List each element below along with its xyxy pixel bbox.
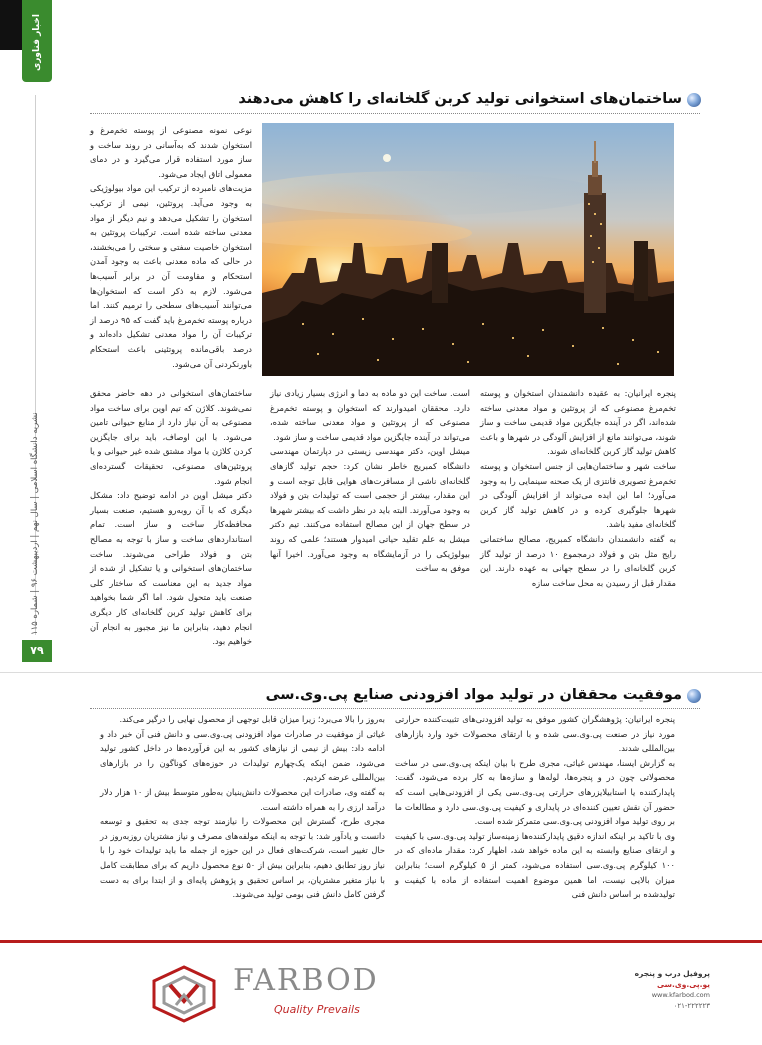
article1-column-1 <box>480 386 676 636</box>
brand-name: FARBOD <box>233 963 379 998</box>
paragraph: دکتر میشل اوین در ادامه توضیح داد: مشکل دیگری که با آن روبه‌رو هستیم، صنعت بسیار محافظه‌کار ساخت و ساز است. تمام استانداردهای ساخت و ساز با توجه به مصالح بتن و فولاد طراحی می‌شوند. ساخت ساختمان‌های استخوانی و یا تشکیل از شده از مواد جدید به این معناست که ساختار کلی صنعت باید متحول شود. اما اگر شما بخواهید برای کاهش تولید کربن گلخانه‌ای کار دیگری انجام دهید، بنابراین ما نیز مجبور به انجام آن خواهیم بود. <box>90 490 252 647</box>
ad-contact-block <box>622 968 710 1012</box>
section-label: اخبار فناوری <box>32 14 42 72</box>
paragraph: به‌روز را بالا می‌برد؛ زیرا میزان قابل توجهی از محصول نهایی را درگیر می‌کند. <box>119 714 385 724</box>
skyline-illustration <box>262 123 674 376</box>
paragraph: مجری طرح، گسترش این محصولات را نیازمند توجه جدی به تحقیق و توسعه دانست و یادآور شد: با توجه به اینکه مولفه‌های مصرف و نیاز مشتریان روزبه‌روز در حال تغییر است، شرکت‌های فعال در این حوزه از جمله ما باید تولیدات خود را با نیاز روز تطابق دهیم، بنابراین بیش از ۵۰ نوع محصول داریم که برای مطابقت کامل با نیاز متغیر مشتریان، بر اساس تحقیق و پژوهش پایه‌ای و از ابتدا برای به دست گرفتن کامل دانش فنی بومی تولید می‌شوند. <box>100 816 385 900</box>
paragraph: مزیت‌های نامبرده از ترکیب این مواد بیولوژیکی به وجود می‌آید. پروتئین، نیمی از ترکیب استخوان را تشکیل می‌دهد و نیم دیگر از مواد معدنی ساخته شده است. ترکیبات پروتئین به استخوان خاصیت سفتی و سختی را می‌بخشند، در حالی که ماده معدنی باعث به وجود آمدن استحکام و مقاومت آن در برابر آسیب‌ها می‌شود. لازم به ذکر است که استخوان‌ها می‌توانند آسیب‌های سطحی را ترمیم کنند. اما درباره پوسته تخم‌مرغ باید گفت که ۹۵ درصد از ترکیبات آن را مواد معدنی تشکیل داده‌اند و درصد باقی‌مانده پروتئینی باعث استحکام باورنکردنی آن می‌شود. <box>90 183 252 369</box>
farbod-logo-icon <box>152 965 216 1023</box>
paragraph: به گفته دانشمندان دانشگاه کمبریج، مصالح ساختمانی رایج مثل بتن و فولاد درمجموع ۱۰ درصد از تولید گاز کربن گلخانه‌ای را در سطح جهانی به عهده دارند. این مقدار قبل از رسیدن به محل ساخت سازه <box>480 533 676 588</box>
paragraph: وی با تاکید بر اینکه اندازه دقیق پایدارکننده‌ها زمینه‌ساز تولید پی.وی.سی با کیفیت و ارتقای صنایع وابسته به این ماده خواهد شد، اظهار کرد: مقدار ماده‌ای که در ۱۰۰ کیلوگرم پی.وی.سی استفاده می‌شود، کمتر از ۵ کیلوگرم است؛ بنابراین میزان بالایی نیست، اما همین موضوع اهمیت استفاده از ماده با کیفیت و تولیدشده بر اساس دانش فنی <box>395 830 676 900</box>
title-bullet-icon <box>687 689 701 703</box>
article1-column-3-bottom <box>90 386 252 647</box>
city-sunset-photo <box>262 123 674 376</box>
paragraph: ساخت شهر و ساختمان‌هایی از جنس استخوان و پوسته تخم‌مرغ تصویری فانتزی از یک صحنه سینمایی را به وجود می‌آورد؛ اما این ایده می‌تواند از افزایش آلودگی در شهرها جلوگیری کرده و در کاهش تولید گاز کربن گلخانه‌ای مفید باشد. <box>480 460 676 530</box>
title-underline <box>90 708 700 709</box>
paragraph: میشل اوین، دکتر مهندسی زیستی در دپارتمان مهندسی دانشگاه کمبریج خاطر نشان کرد: حجم تولید گازهای گلخانه‌ای ناشی از مسافرت‌های هوایی قابل توجه است و این مقدار، بیشتر از حجمی است که تولیدات بتن و فولاد به وجود می‌آورند. البته باید در نظر داشت که بیشتر شهرها در سطح جهان از این مصالح استفاده می‌کنند. تیم دکتر میشل به علم تقلید حیاتی امیدوار هستند؛ علمی که روند بیولوژیکی را در آزمایشگاه به وجود می‌آورد. اخیرا آنها موفق به ساخت <box>270 446 470 574</box>
article2-column-2 <box>100 712 385 932</box>
page-number: ۷۹ <box>22 640 52 662</box>
ad-phone: ۰۲۱-۲۲۲۲۲۳ <box>673 1002 710 1010</box>
article1-column-3 <box>90 123 252 383</box>
paragraph: است. ساخت این دو ماده به دما و انرژی بسیار زیادی نیاز دارد. محققان امیدوارند که استخوان و پوسته تخم‌مرغ مصنوعی که از پروتئین و مواد معدنی ساخته شده، می‌تواند در آینده جایگزین مواد قدیمی ساخت و ساز شود. <box>270 388 470 442</box>
ad-product: پروفیل درب و پنجره <box>634 969 710 978</box>
issue-info: نشریه دانشگاه اسلامی | سال نهم | اردیبهشت ۹۶ | شماره ۱۱۵ <box>30 412 40 635</box>
paragraph: پنجره ایرانیان: به عقیده دانشمندان استخوان و پوسته تخم‌مرغ مصنوعی که از پروتئین و مواد معدنی ساخته شده‌اند، اگر در آینده جایگزین مواد قدیمی ساخت و ساز شوند، می‌توانند مانع از افزایش آلودگی در شهرها و باعث کاهش تولید گاز کربن گلخانه‌ای شوند. <box>480 388 676 457</box>
article2-title: موفقیت محققان در تولید مواد افزودنی صنایع پی.وی.سی <box>265 687 682 703</box>
title-bullet-icon <box>687 93 701 107</box>
section-divider <box>0 672 762 673</box>
brand-tagline: Quality Prevails <box>274 1003 360 1016</box>
corner-black-block <box>0 0 22 50</box>
paragraph: پنجره ایرانیان: پژوهشگران کشور موفق به تولید افزودنی‌های تثبیت‌کننده حرارتی مورد نیاز در صنعت پی.وی.سی شده و با ارتقای محصولات خود وارد بازارهای بین‌المللی شدند. <box>395 714 675 754</box>
article2-column-1 <box>395 712 675 932</box>
paragraph: به گفته وی، صادرات این محصولات دانش‌بنیان به‌طور متوسط بیش از ۱۰ هزار دلار درآمد ارزی را به همراه داشته است. <box>100 786 385 812</box>
article1-title: ساختمان‌های استخوانی تولید کربن گلخانه‌ای را کاهش می‌دهند <box>238 91 682 107</box>
ad-website: www.kfarbod.com <box>651 991 710 999</box>
title-underline <box>90 113 700 114</box>
paragraph: به گزارش ایسنا، مهندس غیاثی، مجری طرح با بیان اینکه پی.وی.سی در ساخت محصولاتی چون در و پنجره‌ها، لوله‌ها و سازه‌ها به کار برده می‌شود، گفت: پایدارکننده یا استابیلایزرهای حرارتی پی.وی.سی یکی از افزودنی‌هایی است که حضور آن نقش تعیین کننده‌ای در پایداری و کیفیت پی.وی.سی دارد و مطالعات ما بر روی تولید مواد افزودنی پی.وی.سی متمرکز شده است. <box>395 757 675 827</box>
article1-column-2 <box>270 386 470 636</box>
paragraph: نوعی نمونه مصنوعی از پوسته تخم‌مرغ و استخوان شدند که به‌آسانی در روند ساخت و ساز مورد استفاده قرار می‌گیرد و در دمای معمولی اتاق ایجاد می‌شود. <box>90 125 252 179</box>
footer-rule <box>0 940 762 943</box>
ad-material: یو.پی.وی.سی <box>657 980 710 989</box>
paragraph: غیاثی از موفقیت در صادرات مواد افزودنی پی.وی.سی و دانش فنی آن خبر داد و ادامه داد: بیش از نیمی از نیازهای کشور به این فرآورده‌ها در داخل کشور تولید می‌شود، ضمن اینکه یک‌چهارم تولیدات در حوزه‌های کوناگون را در بازارهای بین‌المللی عرضه کردیم. <box>100 728 385 783</box>
paragraph: ساختمان‌های استخوانی در دهه حاضر محقق نمی‌شوند. کلاژن که تیم اوین برای ساخت مواد مصنوعی به آن نیاز دارد از منابع حیوانی تامین می‌شود. با این اوصاف، باید برای جایگزین کردن کلاژن با مواد مشتق شده غیر حیوانی و یا پروتئین‌های مصنوعی، تحقیقات گسترده‌ای انجام شود. <box>90 388 252 486</box>
